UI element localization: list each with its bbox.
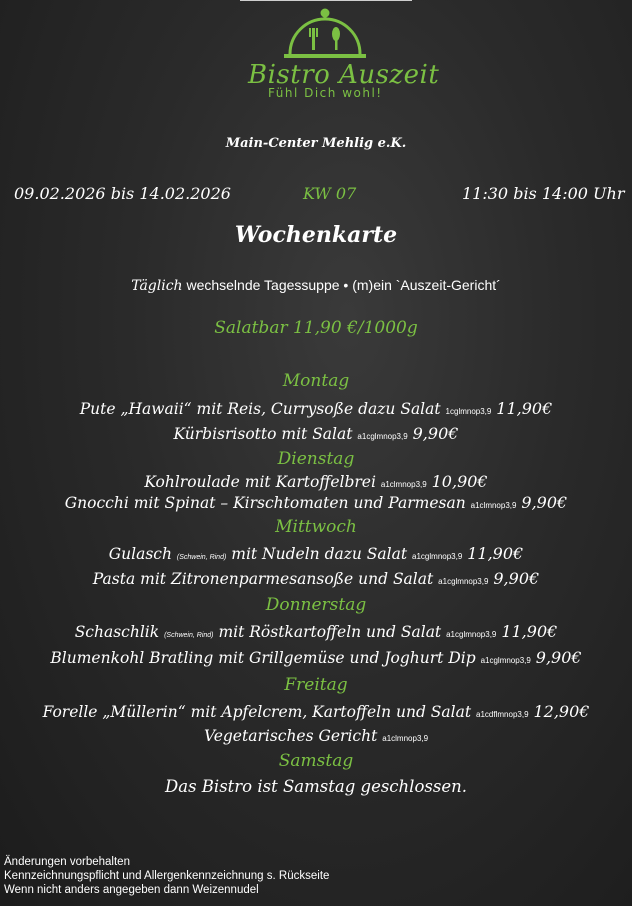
footer-line: Änderungen vorbehalten	[4, 856, 130, 868]
date-range: 09.02.2026 bis 14.02.2026	[14, 184, 231, 203]
dish-price: 9,90€	[412, 424, 459, 443]
dish-line	[0, 424, 632, 443]
dish-text: Kürbisrisotto mit Salat	[173, 425, 353, 443]
allergen-code: a1cdflmnop3,9	[476, 710, 529, 719]
logo-tagline: Fühl Dich wohl!	[268, 86, 383, 100]
allergen-code: a1cglmnop3,9	[480, 656, 531, 665]
dish-price: 12,90€	[533, 702, 590, 721]
meat-note: (Schwein, Rind)	[176, 554, 227, 561]
day-samstag: Samstag	[278, 751, 354, 771]
dish-line	[0, 544, 632, 563]
dish-text: Kohlroulade mit Kartoffelbrei	[144, 473, 376, 491]
footer-line: Wenn nicht anders angegeben dann Weizennudel	[4, 884, 259, 896]
dish-line	[0, 622, 632, 641]
company-name: Main-Center Mehlig e.K.	[225, 136, 407, 151]
allergen-code: a1clmnop3,9	[380, 480, 427, 489]
daily-lead: Täglich	[131, 278, 183, 294]
dish-line	[0, 399, 632, 418]
dish-text: Pute „Hawaii“ mit Reis, Currysoße dazu Salat	[79, 400, 441, 418]
daily-text: wechselnde Tagessuppe • (m)ein `Auszeit-Gericht´	[182, 277, 501, 293]
page-title: Wochenkarte	[234, 222, 398, 248]
closed-notice: Das Bistro ist Samstag geschlossen.	[165, 777, 467, 796]
allergen-code: a1cglmnop3,9	[357, 432, 408, 441]
opening-hours: 11:30 bis 14:00 Uhr	[462, 184, 625, 203]
dish-text: Forelle „Müllerin“ mit Apfelcrem, Kartoffeln und Salat	[42, 703, 472, 721]
allergen-code: a1clmnop3,9	[382, 734, 429, 743]
dish-price: 11,90€	[467, 544, 524, 563]
salatbar-price: Salatbar 11,90 €/1000g	[214, 318, 418, 338]
top-divider	[240, 0, 412, 1]
dish-text: Pasta mit Zitronenparmesansoße und Salat	[92, 570, 434, 588]
day-dienstag: Dienstag	[277, 449, 355, 469]
meat-note: (Schwein, Rind)	[164, 632, 214, 639]
footer-notes	[4, 855, 329, 897]
day-mittwoch: Mittwoch	[275, 517, 357, 537]
dish-line	[0, 569, 632, 588]
dish-price: 9,90€	[493, 569, 540, 588]
dish-text: Blumenkohl Bratling mit Grillgemüse und Joghurt Dip	[50, 649, 476, 667]
allergen-code: 1cglmnop3,9	[445, 407, 492, 416]
dish-price: 9,90€	[521, 493, 568, 512]
allergen-code: a1cglmnop3,9	[438, 577, 489, 586]
day-donnerstag: Donnerstag	[265, 595, 367, 615]
daily-info	[0, 277, 632, 294]
dish-line	[0, 493, 632, 512]
dish-price: 11,90€	[496, 399, 553, 418]
dish-price: 10,90€	[431, 472, 488, 491]
day-montag: Montag	[282, 371, 350, 391]
dish-text: Vegetarisches Gericht	[203, 727, 378, 745]
footer-line: Kennzeichnungspflicht und Allergenkennzeichnung s. Rückseite	[4, 870, 330, 882]
dish-line	[0, 648, 632, 667]
week-number: KW 07	[303, 184, 357, 203]
dish-price: 11,90€	[501, 622, 558, 641]
logo-name: Bistro Auszeit	[248, 60, 440, 90]
dish-text: Gnocchi mit Spinat – Kirschtomaten und Parmesan	[64, 494, 466, 512]
allergen-code: a1cglmnop3,9	[446, 630, 497, 639]
dish-text: Schaschlik	[74, 623, 160, 641]
dish-text: Gulasch	[108, 545, 172, 563]
day-freitag: Freitag	[284, 675, 348, 695]
dish-line	[0, 727, 632, 745]
dish-line	[0, 472, 632, 491]
dish-price: 9,90€	[535, 648, 582, 667]
dish-line	[0, 702, 632, 721]
allergen-code: a1cglmnop3,9	[412, 552, 463, 561]
dish-text: mit Röstkartoffeln und Salat	[218, 623, 442, 641]
dish-text: mit Nudeln dazu Salat	[231, 545, 408, 563]
allergen-code: a1clmnop3,9	[470, 501, 517, 510]
